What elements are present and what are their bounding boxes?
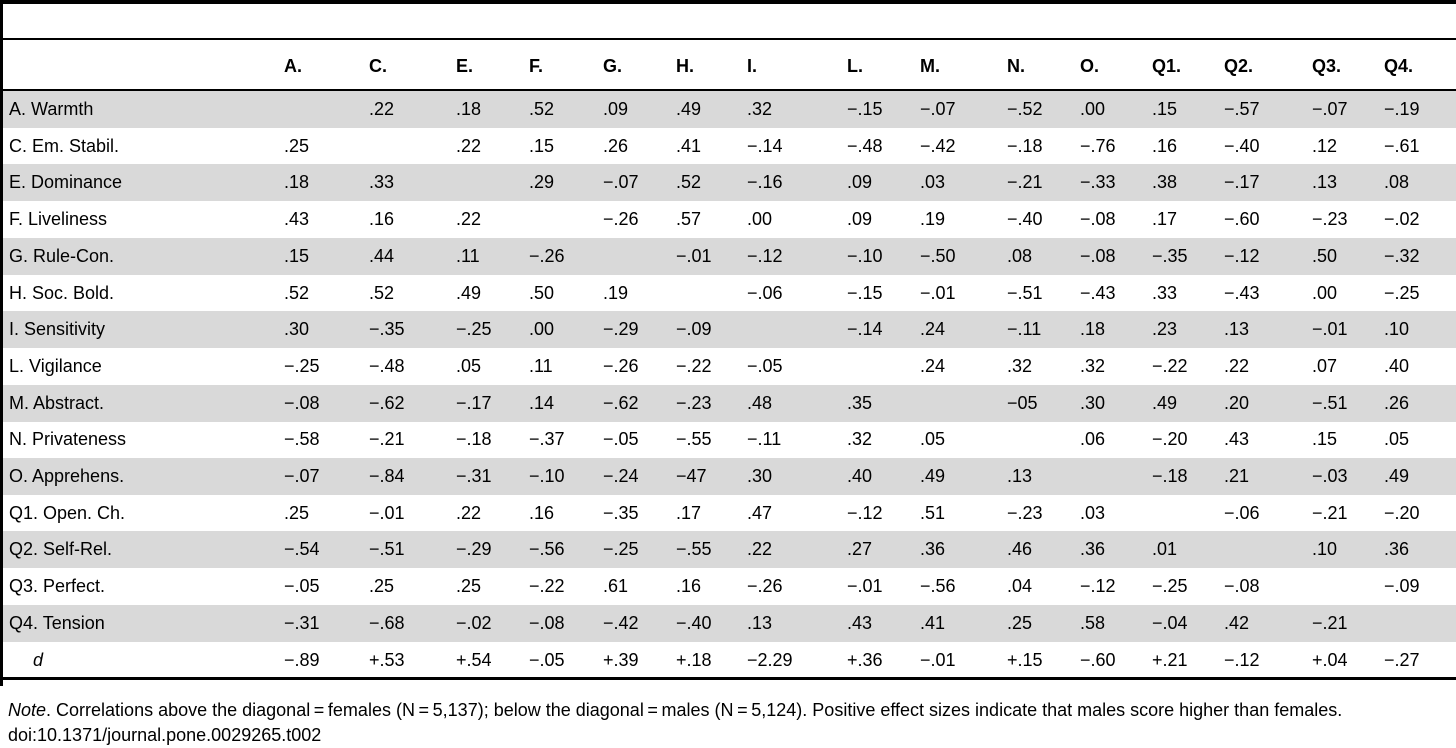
- table-cell: .18: [456, 99, 482, 119]
- table-cell: −.11: [1007, 319, 1042, 340]
- table-cell: −.16: [747, 172, 783, 193]
- table-cell: −.05: [284, 576, 320, 597]
- table-cell: −.07: [284, 466, 320, 486]
- table-cell: .03: [920, 172, 946, 193]
- table-cell: −.21: [1312, 612, 1348, 633]
- table-cell: −.61: [1384, 135, 1420, 156]
- table-cell: .08: [1007, 245, 1033, 266]
- table-cell: −.03: [1312, 466, 1348, 486]
- table-cell: −.48: [847, 135, 883, 156]
- table-cell: −.51: [1007, 282, 1043, 303]
- table-cell: .43: [284, 209, 310, 230]
- table-cell: .10: [1312, 539, 1338, 560]
- table-cell: −.22: [529, 576, 565, 597]
- table-cell: −.62: [603, 392, 639, 413]
- table-cell: .05: [1384, 429, 1410, 450]
- row-label: M. Abstract.: [9, 392, 105, 413]
- table-cell: −.07: [920, 99, 956, 119]
- row-label: Q1. Open. Ch.: [9, 502, 126, 523]
- table-cell: −.23: [1312, 209, 1348, 230]
- table-cell: .52: [284, 282, 310, 303]
- table-cell: −.18: [1152, 466, 1188, 486]
- table-cell: −.10: [847, 245, 883, 266]
- table-cell: .00: [747, 209, 773, 230]
- table-cell: −.22: [676, 355, 712, 376]
- table-cell: .18: [284, 172, 310, 193]
- column-header: I.: [747, 56, 758, 76]
- table-cell: .46: [1007, 539, 1033, 560]
- column-header: Q2.: [1224, 56, 1254, 76]
- table-cell: .13: [1007, 466, 1033, 486]
- table-cell: −.27: [1384, 649, 1420, 670]
- table-cell: −.56: [529, 539, 565, 560]
- table-cell: .27: [847, 539, 873, 560]
- table-cell: −.48: [369, 355, 405, 376]
- column-header: Q4.: [1384, 56, 1414, 76]
- table-cell: −.35: [603, 502, 639, 523]
- table-cell: .47: [747, 502, 773, 523]
- table-row: [3, 201, 1456, 238]
- table-cell: .04: [1007, 576, 1033, 597]
- table-cell: +.39: [603, 649, 639, 670]
- table-cell: .24: [920, 319, 946, 340]
- table-cell: .19: [603, 282, 629, 303]
- table-cell: .49: [920, 466, 946, 486]
- table-cell: .00: [1080, 99, 1106, 119]
- table-cell: +.54: [456, 649, 492, 670]
- table-row: [3, 458, 1456, 495]
- table-cell: −.31: [456, 466, 492, 486]
- table-cell: .26: [1384, 392, 1410, 413]
- table-cell: .51: [920, 502, 946, 523]
- table-cell: +.53: [369, 649, 405, 670]
- table-cell: .25: [284, 135, 310, 156]
- table-cell: .49: [1152, 392, 1178, 413]
- table-cell: .00: [1312, 282, 1338, 303]
- table-cell: −.26: [603, 355, 639, 376]
- table-cell: −.01: [369, 502, 405, 523]
- table-cell: .22: [747, 539, 773, 560]
- table-cell: −.60: [1080, 649, 1116, 670]
- table-cell: .25: [369, 576, 395, 597]
- table-cell: −.12: [847, 502, 883, 523]
- table-cell: −.55: [676, 429, 712, 450]
- table-cell: −.43: [1080, 282, 1116, 303]
- table-cell: .33: [1152, 282, 1178, 303]
- table-cell: −.08: [1080, 209, 1116, 230]
- table-cell: .15: [529, 135, 555, 156]
- table-note: [8, 700, 1342, 721]
- row-label: Q3. Perfect.: [9, 576, 106, 597]
- column-header: Q1.: [1152, 56, 1182, 76]
- row-label: I. Sensitivity: [9, 319, 106, 340]
- table-cell: −.40: [1224, 135, 1260, 156]
- table-cell: .30: [1080, 392, 1106, 413]
- table-cell: .13: [1312, 172, 1338, 193]
- table-cell: .08: [1384, 172, 1410, 193]
- table-cell: .00: [529, 319, 555, 340]
- table-cell: −.35: [369, 319, 405, 340]
- table-cell: .50: [529, 282, 555, 303]
- table-cell: −.40: [1007, 209, 1043, 230]
- table-cell: .58: [1080, 612, 1106, 633]
- row-label: d: [33, 649, 44, 670]
- table-cell: −2.29: [747, 649, 793, 670]
- table-cell: −.31: [284, 612, 320, 633]
- table-cell: −.09: [676, 319, 712, 340]
- column-header: H.: [676, 56, 694, 76]
- table-cell: .14: [529, 392, 555, 413]
- table-cell: .32: [747, 99, 773, 119]
- table-cell: −.26: [747, 576, 783, 597]
- table-cell: −.58: [284, 429, 320, 450]
- table-cell: .41: [676, 135, 702, 156]
- table-cell: −.62: [369, 392, 405, 413]
- table-cell: .13: [1224, 319, 1250, 340]
- table-cell: −.29: [603, 319, 639, 340]
- table-cell: −.56: [920, 576, 956, 597]
- table-cell: .32: [1080, 355, 1106, 376]
- table-cell: +.18: [676, 649, 712, 670]
- row-label: G. Rule-Con.: [9, 245, 115, 266]
- table-cell: −.26: [529, 245, 565, 266]
- row-label: C. Em. Stabil.: [9, 135, 120, 156]
- table-row: [3, 348, 1456, 385]
- table-cell: −.21: [1312, 502, 1348, 523]
- doi-line: doi:10.1371/journal.pone.0029265.t002: [8, 725, 322, 745]
- table-cell: −.08: [1080, 245, 1116, 266]
- table-cell: −.23: [676, 392, 712, 413]
- table-cell: .49: [456, 282, 482, 303]
- table-cell: .20: [1224, 392, 1250, 413]
- row-label: L. Vigilance: [9, 355, 102, 376]
- table-cell: −.26: [603, 209, 639, 230]
- table-cell: −.02: [1384, 209, 1420, 230]
- table-row: [3, 91, 1456, 128]
- table-cell: −.12: [1224, 649, 1260, 670]
- table-cell: .22: [369, 99, 395, 119]
- table-cell: .52: [529, 99, 555, 119]
- table-cell: .11: [529, 355, 553, 376]
- row-label: O. Apprehens.: [9, 466, 125, 486]
- table-cell: .15: [1152, 99, 1178, 119]
- table-cell: −.21: [1007, 172, 1043, 193]
- table-cell: .22: [456, 135, 482, 156]
- table-cell: −.25: [1152, 576, 1188, 597]
- table-cell: .41: [920, 612, 946, 633]
- table-cell: .09: [847, 209, 873, 230]
- column-header: E.: [456, 56, 474, 76]
- column-header: F.: [529, 56, 544, 76]
- table-cell: .15: [284, 245, 310, 266]
- table-cell: −.17: [1224, 172, 1260, 193]
- table-cell: −.57: [1224, 99, 1260, 119]
- table-cell: .15: [1312, 429, 1338, 450]
- table-cell: .06: [1080, 429, 1106, 450]
- table-cell: −.51: [369, 539, 405, 560]
- table-cell: .22: [456, 209, 482, 230]
- table-cell: −.05: [747, 355, 783, 376]
- table-cell: −.06: [1224, 502, 1260, 523]
- note-label: Note: [8, 700, 47, 720]
- table-cell: .30: [747, 466, 773, 486]
- table-cell: .13: [747, 612, 773, 633]
- table-cell: −.09: [1384, 576, 1420, 597]
- table-cell: .09: [847, 172, 873, 193]
- table-cell: .44: [369, 245, 395, 266]
- table-cell: .40: [1384, 355, 1410, 376]
- table-cell: .36: [1080, 539, 1106, 560]
- column-header: O.: [1080, 56, 1100, 76]
- table-cell: .25: [284, 502, 310, 523]
- table-cell: .12: [1312, 135, 1338, 156]
- table-cell: −.33: [1080, 172, 1116, 193]
- column-header: M.: [920, 56, 940, 76]
- table-cell: −.40: [676, 612, 712, 633]
- table-row: [3, 531, 1456, 568]
- table-cell: .16: [1152, 135, 1178, 156]
- table-cell: .42: [1224, 612, 1250, 633]
- table-cell: .22: [1224, 355, 1250, 376]
- table-cell: .29: [529, 172, 555, 193]
- table-cell: .11: [456, 245, 480, 266]
- table-cell: .26: [603, 135, 629, 156]
- table-cell: .16: [369, 209, 395, 230]
- table-row: [3, 238, 1456, 275]
- table-cell: .23: [1152, 319, 1178, 340]
- table-cell: .52: [369, 282, 395, 303]
- table-cell: +.15: [1007, 649, 1043, 670]
- table-cell: −.04: [1152, 612, 1188, 633]
- table-cell: −.20: [1384, 502, 1420, 523]
- table-cell: −.76: [1080, 135, 1116, 156]
- table-cell: .18: [1080, 319, 1106, 340]
- table-cell: −.37: [529, 429, 565, 450]
- table-cell: .24: [920, 355, 946, 376]
- table-cell: −.17: [456, 392, 492, 413]
- table-cell: −.07: [1312, 99, 1348, 119]
- table-cell: −.25: [603, 539, 639, 560]
- table-cell: −.25: [284, 355, 320, 376]
- table-cell: .05: [456, 355, 482, 376]
- table-cell: .10: [1384, 319, 1410, 340]
- table-cell: +.04: [1312, 649, 1348, 670]
- table-cell: −.24: [603, 466, 639, 486]
- table-row: [3, 385, 1456, 422]
- table-cell: −.08: [284, 392, 320, 413]
- table-cell: −.10: [529, 466, 565, 486]
- table-cell: −.50: [920, 245, 956, 266]
- table-cell: −.12: [1224, 245, 1260, 266]
- table-cell: −.19: [1384, 99, 1420, 119]
- table-row: [3, 495, 1456, 532]
- table-cell: −.14: [847, 319, 883, 340]
- top-border: [0, 0, 1456, 4]
- table-cell: −.11: [747, 429, 782, 450]
- table-cell: .32: [847, 429, 873, 450]
- table-cell: −.89: [284, 649, 320, 670]
- table-cell: −.32: [1384, 245, 1420, 266]
- table-cell: −.42: [603, 612, 639, 633]
- table-cell: .36: [1384, 539, 1410, 560]
- table-row: [3, 421, 1456, 458]
- row-label: F. Liveliness: [9, 209, 108, 230]
- table-row: [3, 275, 1456, 312]
- table-cell: −.14: [747, 135, 783, 156]
- table-cell: .49: [676, 99, 702, 119]
- table-cell: .25: [456, 576, 482, 597]
- table-cell: −.55: [676, 539, 712, 560]
- table-cell: −.18: [1007, 135, 1043, 156]
- table-row: [3, 311, 1456, 348]
- table-cell: .38: [1152, 172, 1178, 193]
- table-cell: −.08: [529, 612, 565, 633]
- table-cell: −.52: [1007, 99, 1043, 119]
- note-text: . Correlations above the diagonal = females (N = 5,137); below the diagonal = males (N = 5,124). Positive effect sizes indicate that males score higher than females.: [46, 700, 1343, 720]
- table-cell: −.15: [847, 99, 883, 119]
- table-cell: −.18: [456, 429, 492, 450]
- table-cell: .48: [747, 392, 773, 413]
- row-label: E. Dominance: [9, 172, 123, 193]
- table-cell: −.51: [1312, 392, 1348, 413]
- table-cell: .16: [529, 502, 555, 523]
- table-cell: .50: [1312, 245, 1338, 266]
- column-header-row: [0, 40, 1456, 89]
- table-cell: −.02: [456, 612, 492, 633]
- table-cell: −.54: [284, 539, 320, 560]
- table-cell: .32: [1007, 355, 1033, 376]
- row-label: H. Soc. Bold.: [9, 282, 115, 303]
- table-cell: −.84: [369, 466, 405, 486]
- table-cell: −.42: [920, 135, 956, 156]
- table-cell: −.60: [1224, 209, 1260, 230]
- table-cell: .17: [676, 502, 702, 523]
- table-cell: −.23: [1007, 502, 1043, 523]
- table-cell: −.07: [603, 172, 639, 193]
- table-cell: −.05: [529, 649, 565, 670]
- table-cell: −.22: [1152, 355, 1188, 376]
- table-cell: −.12: [747, 245, 783, 266]
- effect-size-row: [3, 642, 1456, 679]
- table-bottom-rule: [3, 677, 1456, 680]
- table-cell: −.21: [369, 429, 405, 450]
- table-cell: −.01: [920, 649, 956, 670]
- table-cell: .43: [1224, 429, 1250, 450]
- table-cell: +.36: [847, 649, 883, 670]
- table-cell: −05: [1007, 392, 1038, 413]
- table-cell: −.01: [676, 245, 712, 266]
- table-cell: .16: [676, 576, 702, 597]
- table-row: [3, 128, 1456, 165]
- table-cell: .07: [1312, 355, 1338, 376]
- column-header: Q3.: [1312, 56, 1342, 76]
- table-cell: .35: [847, 392, 873, 413]
- table-cell: −.35: [1152, 245, 1188, 266]
- column-header: C.: [369, 56, 387, 76]
- table-cell: −.25: [1384, 282, 1420, 303]
- table-cell: .09: [603, 99, 629, 119]
- table-cell: −47: [676, 466, 707, 486]
- table-cell: −.15: [847, 282, 883, 303]
- table-cell: −.25: [456, 319, 492, 340]
- table-cell: −.29: [456, 539, 492, 560]
- table-cell: .22: [456, 502, 482, 523]
- table-cell: −.01: [847, 576, 883, 597]
- table-cell: .25: [1007, 612, 1033, 633]
- table-cell: −.01: [1312, 319, 1348, 340]
- row-label: Q2. Self-Rel.: [9, 539, 113, 560]
- table-cell: .19: [920, 209, 946, 230]
- column-header: N.: [1007, 56, 1025, 76]
- table-cell: +.21: [1152, 649, 1188, 670]
- table-cell: .05: [920, 429, 946, 450]
- column-header: G.: [603, 56, 623, 76]
- table-cell: −.68: [369, 612, 405, 633]
- table-row: [3, 568, 1456, 605]
- table-cell: .57: [676, 209, 702, 230]
- table-cell: −.01: [920, 282, 956, 303]
- column-header: A.: [284, 56, 302, 76]
- table-cell: −.08: [1224, 576, 1260, 597]
- row-label: N. Privateness: [9, 429, 127, 450]
- table-cell: .21: [1224, 466, 1250, 486]
- table-cell: .17: [1152, 209, 1178, 230]
- table-cell: .03: [1080, 502, 1106, 523]
- table-cell: .40: [847, 466, 873, 486]
- table-cell: .01: [1152, 539, 1178, 560]
- table-cell: .43: [847, 612, 873, 633]
- row-label: Q4. Tension: [9, 612, 105, 633]
- table-row: [3, 164, 1456, 201]
- table-cell: −.06: [747, 282, 783, 303]
- column-header: L.: [847, 56, 863, 76]
- table-row: [3, 605, 1456, 642]
- table-cell: .33: [369, 172, 395, 193]
- table-cell: .36: [920, 539, 946, 560]
- table-cell: −.12: [1080, 576, 1116, 597]
- table-cell: −.05: [603, 429, 639, 450]
- table-cell: .61: [603, 576, 629, 597]
- table-cell: .52: [676, 172, 702, 193]
- table-cell: −.20: [1152, 429, 1188, 450]
- row-label: A. Warmth: [9, 99, 94, 119]
- table-cell: −.43: [1224, 282, 1260, 303]
- table-cell: .30: [284, 319, 310, 340]
- table-cell: .49: [1384, 466, 1410, 486]
